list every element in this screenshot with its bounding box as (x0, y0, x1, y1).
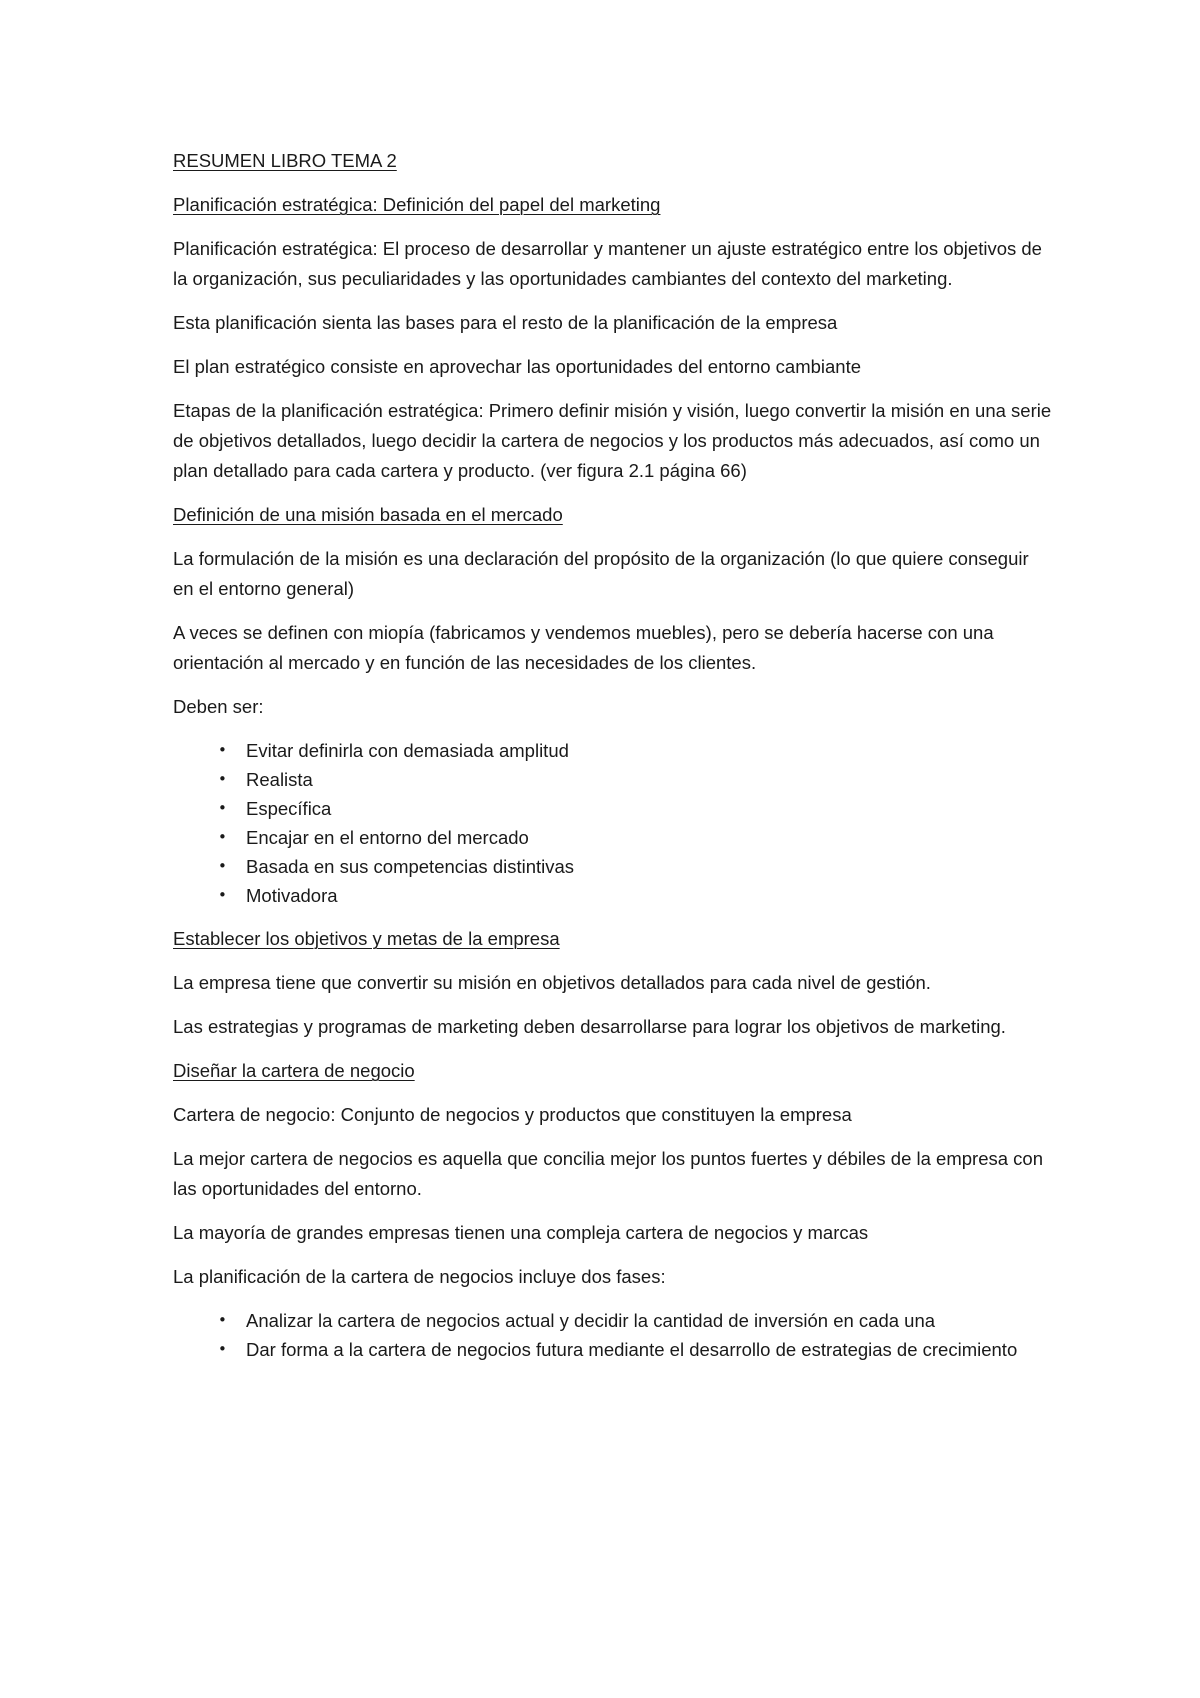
bullet-list-mision (173, 736, 1053, 910)
paragraph: El plan estratégico consiste en aprovechar las oportunidades del entorno cambiante (173, 356, 862, 377)
bullet-icon: • (218, 741, 227, 759)
bullet-icon: • (218, 886, 227, 904)
paragraph: Planificación estratégica: El proceso de desarrollar y mantener un ajuste estratégico entre los objetivos de la organización, sus peculiaridades y las oportunidades cambiantes del contexto del marketing. (173, 238, 1042, 289)
paragraph: Esta planificación sienta las bases para el resto de la planificación de la empresa (173, 312, 838, 333)
bullet-icon: • (218, 828, 227, 846)
paragraph: La mayoría de grandes empresas tienen una compleja cartera de negocios y marcas (173, 1222, 869, 1243)
document-body (173, 146, 1053, 1378)
paragraph: Las estrategias y programas de marketing deben desarrollarse para lograr los objetivos de marketing. (173, 1016, 1006, 1037)
paragraph: Deben ser: (173, 696, 264, 717)
list-item-text: Realista (246, 769, 313, 790)
paragraph: La planificación de la cartera de negocios incluye dos fases: (173, 1266, 666, 1287)
paragraph: La mejor cartera de negocios es aquella que concilia mejor los puntos fuertes y débiles de la empresa con las oportunidades del entorno. (173, 1148, 1043, 1199)
list-item (173, 823, 1053, 852)
bullet-icon: • (218, 1311, 227, 1329)
list-item (173, 1306, 1053, 1335)
section-heading-mision: Definición de una misión basada en el mercado (173, 504, 563, 525)
list-item-text: Basada en sus competencias distintivas (246, 856, 575, 877)
document-title: RESUMEN LIBRO TEMA 2 (173, 150, 397, 171)
section-heading-cartera: Diseñar la cartera de negocio (173, 1060, 415, 1081)
section-heading-objetivos: Establecer los objetivos y metas de la empresa (173, 928, 560, 949)
list-item-text: Específica (246, 798, 332, 819)
paragraph: Cartera de negocio: Conjunto de negocios y productos que constituyen la empresa (173, 1104, 852, 1125)
bullet-list-fases (173, 1306, 1053, 1364)
list-item (173, 736, 1053, 765)
list-item (173, 881, 1053, 910)
bullet-icon: • (218, 857, 227, 875)
section-heading-planificacion: Planificación estratégica: Definición del papel del marketing (173, 194, 661, 215)
paragraph: La formulación de la misión es una declaración del propósito de la organización (lo que quiere conseguir en el entorno general) (173, 548, 1029, 599)
bullet-icon: • (218, 1340, 227, 1358)
paragraph: Etapas de la planificación estratégica: Primero definir misión y visión, luego convertir la misión en una serie de objetivos detallados, luego decidir la cartera de negocios y los productos más adecuados, así como un plan detallado para cada cartera y producto. (ver figura 2.1 página 66) (173, 400, 1052, 481)
list-item-text: Motivadora (246, 885, 338, 906)
list-item-text: Dar forma a la cartera de negocios futura mediante el desarrollo de estrategias de crecimiento (246, 1339, 1018, 1360)
list-item-text: Encajar en el entorno del mercado (246, 827, 529, 848)
list-item (173, 1335, 1053, 1364)
list-item (173, 794, 1053, 823)
list-item (173, 852, 1053, 881)
paragraph: A veces se definen con miopía (fabricamos y vendemos muebles), pero se debería hacerse con una orientación al mercado y en función de las necesidades de los clientes. (173, 622, 994, 673)
bullet-icon: • (218, 770, 227, 788)
paragraph: La empresa tiene que convertir su misión en objetivos detallados para cada nivel de gestión. (173, 972, 931, 993)
list-item-text: Analizar la cartera de negocios actual y decidir la cantidad de inversión en cada una (246, 1310, 936, 1331)
list-item-text: Evitar definirla con demasiada amplitud (246, 740, 569, 761)
bullet-icon: • (218, 799, 227, 817)
list-item (173, 765, 1053, 794)
